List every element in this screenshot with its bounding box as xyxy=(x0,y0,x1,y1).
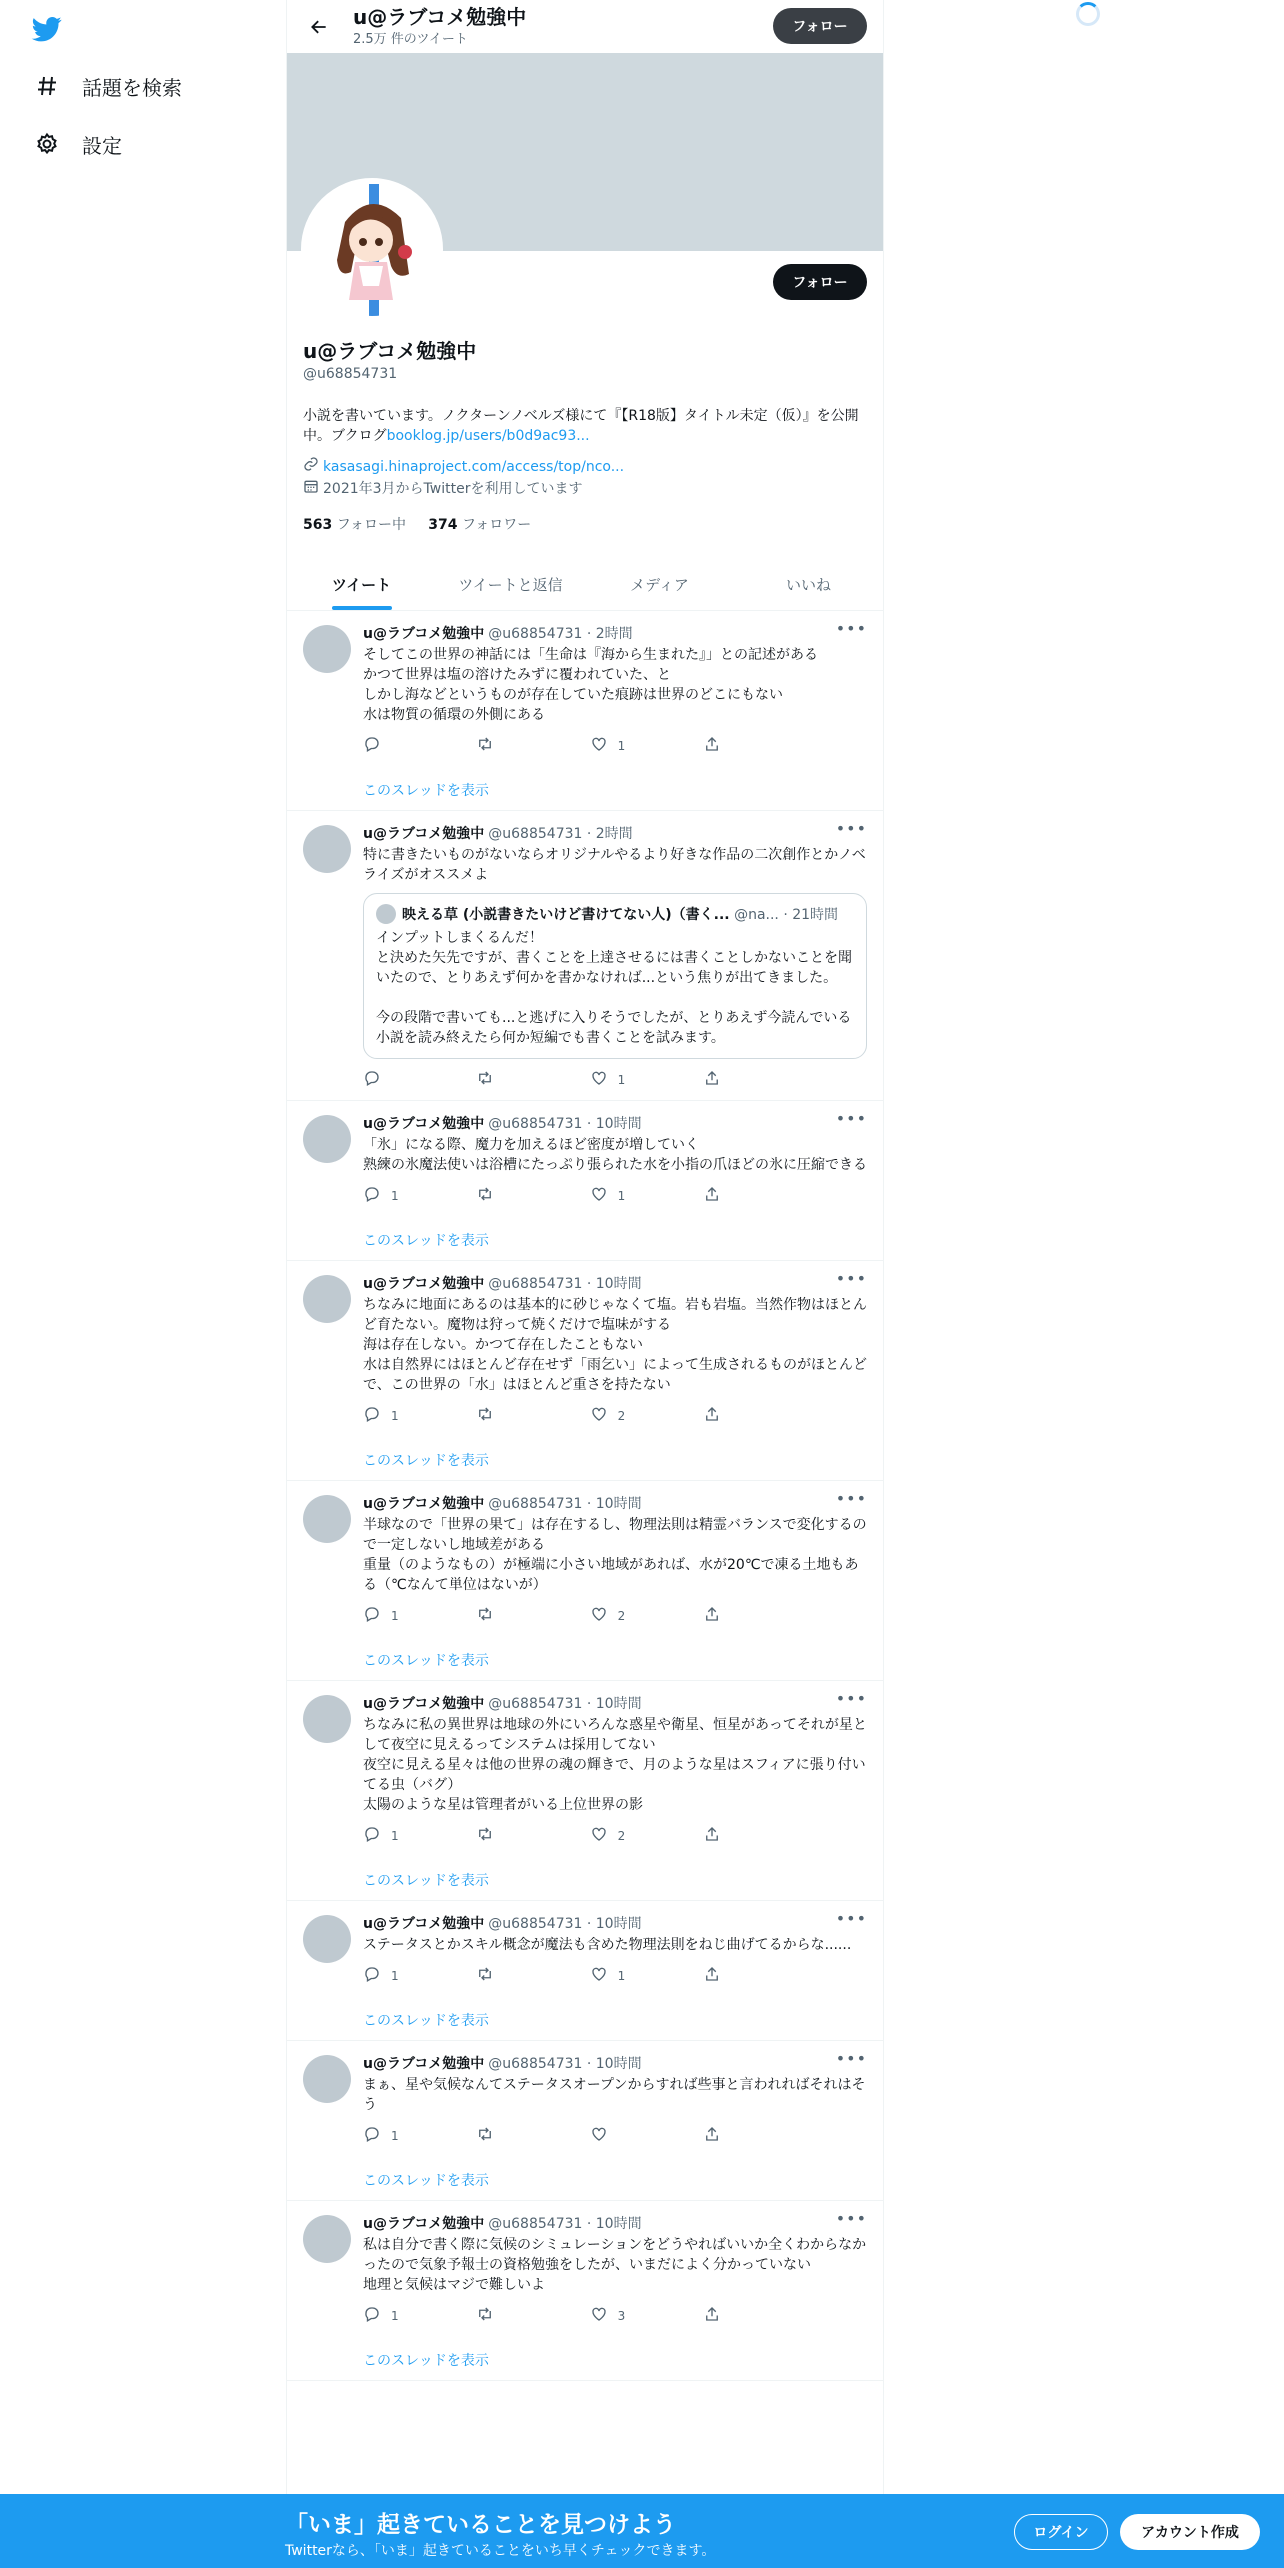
retweet-button[interactable] xyxy=(476,1069,566,1090)
like-count: 2 xyxy=(617,1828,626,1843)
share-icon xyxy=(703,1185,721,1206)
tweet-text: そしてこの世界の神話には「生命は『海から生まれた』」との記述がある かつて世界は塩の溶けたみずに覆われていた、と しかし海などというものが存在していた痕跡は世界のどこにもない 水は物質の循環の外側にある xyxy=(363,647,818,723)
share-button[interactable] xyxy=(703,1069,793,1090)
link-icon xyxy=(303,456,323,478)
retweet-icon xyxy=(476,1405,494,1426)
share-button[interactable] xyxy=(703,735,793,756)
reply-button[interactable] xyxy=(363,1825,453,1846)
tweet-actions xyxy=(363,1605,793,1626)
show-thread-link[interactable]: このスレッドを表示 xyxy=(363,2353,489,2369)
heart-icon xyxy=(590,1405,608,1426)
show-thread-link[interactable]: このスレッドを表示 xyxy=(363,2013,489,2029)
tweet-author-name[interactable]: u@ラブコメ勉強中 xyxy=(363,2056,485,2072)
more-icon[interactable]: ••• xyxy=(835,619,867,638)
more-icon[interactable]: ••• xyxy=(835,819,867,838)
tweet-author-name[interactable]: u@ラブコメ勉強中 xyxy=(363,1696,485,1712)
share-icon xyxy=(703,2305,721,2326)
reply-count: 1 xyxy=(391,1608,399,1623)
tweet-avatar[interactable] xyxy=(303,2215,351,2263)
share-icon xyxy=(703,1405,721,1426)
tweet[interactable] xyxy=(287,1681,883,1901)
like-count: 3 xyxy=(617,2308,626,2323)
reply-button[interactable] xyxy=(363,1069,453,1090)
retweet-button[interactable] xyxy=(476,735,566,756)
share-icon xyxy=(703,1825,721,1846)
retweet-button[interactable] xyxy=(476,1965,566,1986)
tweet-author-name[interactable]: u@ラブコメ勉強中 xyxy=(363,1496,485,1512)
website-link[interactable]: kasasagi.hinaproject.com/access/top/nco... xyxy=(323,459,625,475)
hashtag-icon xyxy=(34,73,60,99)
tweet[interactable] xyxy=(287,811,883,1101)
bio-text: 小説を書いています。ノクターンノベルズ様にて『【R18版】タイトル未定（仮）』を公開中。ブクログ xyxy=(303,408,859,444)
like-count: 1 xyxy=(617,1188,626,1203)
tweet-author-name[interactable]: u@ラブコメ勉強中 xyxy=(363,626,485,642)
tweet-avatar[interactable] xyxy=(303,2055,351,2103)
profile-handle: @u68854731 xyxy=(303,366,398,382)
retweet-button[interactable] xyxy=(476,1405,566,1426)
retweet-icon xyxy=(476,2125,494,2146)
tweet-author-name[interactable]: u@ラブコメ勉強中 xyxy=(363,1116,485,1132)
share-button[interactable] xyxy=(703,1185,793,1206)
tweet-actions xyxy=(363,1825,793,1846)
share-button[interactable] xyxy=(703,2305,793,2326)
tweet-avatar[interactable] xyxy=(303,1115,351,1163)
like-count: 2 xyxy=(617,1408,626,1423)
heart-icon xyxy=(590,1825,608,1846)
tweet-author-name[interactable]: u@ラブコメ勉強中 xyxy=(363,2216,485,2232)
retweet-button[interactable] xyxy=(476,2305,566,2326)
show-thread-link[interactable]: このスレッドを表示 xyxy=(363,783,489,799)
tweet[interactable] xyxy=(287,611,883,811)
like-button[interactable] xyxy=(590,1405,680,1426)
tweet-handle-time[interactable]: @u68854731 · 10時間 xyxy=(488,1916,642,1932)
share-button[interactable] xyxy=(703,1965,793,1986)
tweet[interactable] xyxy=(287,2041,883,2201)
heart-icon xyxy=(590,1605,608,1626)
like-count: 1 xyxy=(617,738,626,753)
reply-count: 1 xyxy=(391,1408,399,1423)
header-follow-button[interactable]: フォロー xyxy=(773,8,867,44)
tweet[interactable] xyxy=(287,1481,883,1681)
followers-link[interactable] xyxy=(428,517,531,533)
tweet-text: まぁ、星や気候なんてステータスオープンからすれば些事と言われればそれはそう xyxy=(363,2077,866,2113)
like-button[interactable] xyxy=(590,1965,680,1986)
show-thread-link[interactable]: このスレッドを表示 xyxy=(363,1653,489,1669)
retweet-icon xyxy=(476,735,494,756)
like-count: 2 xyxy=(617,1608,626,1623)
tweet-text: ちなみに私の異世界は地球の外にいろんな惑星や衛星、恒星があってそれが星として夜空に見えるってシステムは採用してない 夜空に見える星々は他の世界の魂の輝きで、月のような星はスフィアに張り付いてる虫（バグ） 太陽のような星は管理者がいる上位世界の影 xyxy=(363,1717,867,1813)
tweet-author-name[interactable]: u@ラブコメ勉強中 xyxy=(363,1916,485,1932)
tweet-avatar[interactable] xyxy=(303,825,351,873)
signup-button[interactable]: アカウント作成 xyxy=(1120,2514,1260,2550)
retweet-icon xyxy=(476,1185,494,1206)
quoted-tweet[interactable] xyxy=(363,893,867,1059)
share-icon xyxy=(703,1965,721,1986)
tweet-author-name[interactable]: u@ラブコメ勉強中 xyxy=(363,1276,485,1292)
tweet-handle-time[interactable]: @u68854731 · 10時間 xyxy=(488,2056,642,2072)
share-button[interactable] xyxy=(703,1825,793,1846)
profile-bio xyxy=(303,406,867,446)
followers-label: フォロワー xyxy=(461,517,532,533)
reply-button[interactable] xyxy=(363,2125,453,2146)
show-thread-link[interactable]: このスレッドを表示 xyxy=(363,1233,489,1249)
profile-name: u@ラブコメ勉強中 xyxy=(303,339,477,363)
show-thread-link[interactable]: このスレッドを表示 xyxy=(363,1873,489,1889)
tweet-avatar[interactable] xyxy=(303,625,351,673)
header-tweet-count: 2.5万 件のツイート xyxy=(353,32,468,47)
more-icon[interactable]: ••• xyxy=(835,1489,867,1508)
reply-button[interactable] xyxy=(363,1605,453,1626)
tweet-handle-time[interactable]: @u68854731 · 10時間 xyxy=(488,1496,642,1512)
retweet-icon xyxy=(476,1069,494,1090)
tab-likes[interactable]: いいね xyxy=(785,575,831,594)
reply-icon xyxy=(363,2125,381,2146)
profile-column xyxy=(286,0,884,2568)
more-icon[interactable]: ••• xyxy=(835,2049,867,2068)
tweet-text: 私は自分で書く際に気候のシミュレーションをどうやればいいか全くわからなかったので気象予報士の資格勉強をしたが、いまだによく分かっていない 地理と気候はマジで難しいよ xyxy=(363,2237,867,2293)
tweet-text: ステータスとかスキル概念が魔法も含めた物理法則をねじ曲げてるからな...... xyxy=(363,1937,852,1953)
reply-icon xyxy=(363,1825,381,1846)
tweet-actions xyxy=(363,1069,793,1090)
signup-banner-subtitle: Twitterなら、「いま」起きていることをいち早くチェックできます。 xyxy=(285,2543,716,2559)
reply-count: 1 xyxy=(391,1968,399,1983)
tab-media[interactable]: メディア xyxy=(630,575,689,594)
more-icon[interactable]: ••• xyxy=(835,1689,867,1708)
tweet-actions xyxy=(363,2125,793,2146)
reply-icon xyxy=(363,1185,381,1206)
quoted-avatar xyxy=(376,904,396,924)
tweet[interactable] xyxy=(287,1261,883,1481)
tweet-avatar[interactable] xyxy=(303,1495,351,1543)
tab-tweets[interactable]: ツイート xyxy=(287,558,436,610)
profile-stats xyxy=(303,514,867,534)
reply-icon xyxy=(363,1069,381,1090)
profile-avatar[interactable] xyxy=(301,178,443,320)
like-button[interactable] xyxy=(590,2305,680,2326)
retweet-button[interactable] xyxy=(476,1185,566,1206)
reply-icon xyxy=(363,2305,381,2326)
retweet-icon xyxy=(476,1605,494,1626)
nav-settings-label: 設定 xyxy=(82,133,122,158)
tweet-text: 特に書きたいものがないならオリジナルやるより好きな作品の二次創作とかノベライズがオススメよ xyxy=(363,847,866,883)
share-button[interactable] xyxy=(703,2125,793,2146)
tweet-actions xyxy=(363,2305,793,2326)
retweet-icon xyxy=(476,1825,494,1846)
twitter-logo-icon[interactable] xyxy=(30,14,64,44)
show-thread-link[interactable]: このスレッドを表示 xyxy=(363,1453,489,1469)
nav-explore[interactable] xyxy=(34,60,182,112)
tweet-text: 半球なので「世界の果て」は存在するし、物理法則は精霊バランスで変化するので一定しないし地域差がある 重量（のようなもの）が極端に小さい地域があれば、水が20℃で凍る土地もある（℃なんて単位はないが） xyxy=(363,1517,867,1593)
more-icon[interactable]: ••• xyxy=(835,1109,867,1128)
reply-count: 1 xyxy=(391,2128,399,2143)
following-count: 563 xyxy=(303,517,333,533)
login-button[interactable]: ログイン xyxy=(1014,2514,1108,2550)
heart-icon xyxy=(590,1965,608,1986)
more-icon[interactable]: ••• xyxy=(835,1909,867,1928)
tab-tweets-and-replies[interactable]: ツイートと返信 xyxy=(458,575,563,594)
following-label: フォロー中 xyxy=(336,517,406,533)
calendar-icon xyxy=(303,478,323,500)
tweet-handle-time[interactable]: @u68854731 · 10時間 xyxy=(488,1696,642,1712)
reply-count: 1 xyxy=(391,2308,399,2323)
reply-button[interactable] xyxy=(363,1405,453,1426)
followers-count: 374 xyxy=(428,517,458,533)
heart-icon xyxy=(590,2125,608,2146)
tweet-actions xyxy=(363,735,793,756)
more-icon[interactable]: ••• xyxy=(835,1269,867,1288)
like-count: 1 xyxy=(617,1968,626,1983)
bio-link[interactable]: booklog.jp/users/b0d9ac93... xyxy=(386,428,590,444)
quoted-author-name: 映える草 (小説書きたいけど書けてない人)（書く... xyxy=(402,907,730,923)
profile-joined xyxy=(303,478,867,500)
nav-explore-label: 話題を検索 xyxy=(82,75,182,100)
quoted-handle-time: @na... · 21時間 xyxy=(734,907,839,923)
tweet[interactable] xyxy=(287,1101,883,1261)
reply-icon xyxy=(363,1605,381,1626)
share-icon xyxy=(703,1605,721,1626)
tweet[interactable] xyxy=(287,1901,883,2041)
profile-website xyxy=(303,456,867,478)
tweet-text: 「氷」になる際、魔力を加えるほど密度が増していく 熟練の氷魔法使いは浴槽にたっぷり張られた水を小指の爪ほどの氷に圧縮できる xyxy=(363,1137,867,1173)
reply-button[interactable] xyxy=(363,1185,453,1206)
reply-icon xyxy=(363,735,381,756)
tweet-actions xyxy=(363,1185,793,1206)
profile-tabs xyxy=(287,558,883,611)
profile-follow-button[interactable]: フォロー xyxy=(773,264,867,300)
following-link[interactable] xyxy=(303,517,406,533)
back-arrow-icon[interactable] xyxy=(301,9,337,45)
share-icon xyxy=(703,735,721,756)
reply-count: 1 xyxy=(391,1828,399,1843)
reply-icon xyxy=(363,1965,381,1986)
share-button[interactable] xyxy=(703,1405,793,1426)
like-button[interactable] xyxy=(590,1605,680,1626)
tweet-actions xyxy=(363,1405,793,1426)
share-icon xyxy=(703,1069,721,1090)
show-thread-link[interactable]: このスレッドを表示 xyxy=(363,2173,489,2189)
tweet-avatar[interactable] xyxy=(303,1915,351,1963)
gear-icon xyxy=(34,131,60,157)
heart-icon xyxy=(590,1185,608,1206)
header-name: u@ラブコメ勉強中 xyxy=(353,5,527,29)
reply-button[interactable] xyxy=(363,735,453,756)
share-button[interactable] xyxy=(703,1605,793,1626)
left-navigation xyxy=(0,0,286,2568)
retweet-icon xyxy=(476,1965,494,1986)
tweet-actions xyxy=(363,1965,793,1986)
profile-header xyxy=(287,0,883,53)
joined-text: 2021年3月からTwitterを利用しています xyxy=(323,481,583,497)
reply-button[interactable] xyxy=(363,1965,453,1986)
tweet-text: ちなみに地面にあるのは基本的に砂じゃなくて塩。岩も岩塩。当然作物はほとんど育たない。魔物は狩って焼くだけで塩味がする 海は存在しない。かつて存在したこともない 水は自然界にはほとんど存在せず「雨乞い」によって生成されるものがほとんどで、この世界の「水」はほとんど重さを持たない xyxy=(363,1297,867,1393)
heart-icon xyxy=(590,735,608,756)
heart-icon xyxy=(590,2305,608,2326)
like-button[interactable] xyxy=(590,1825,680,1846)
tweet-handle-time[interactable]: @u68854731 · 10時間 xyxy=(488,1276,642,1292)
tweet-handle-time[interactable]: @u68854731 · 2時間 xyxy=(488,626,633,642)
tweet-handle-time[interactable]: @u68854731 · 10時間 xyxy=(488,2216,642,2232)
signup-banner xyxy=(0,2494,1284,2568)
tweet-handle-time[interactable]: @u68854731 · 10時間 xyxy=(488,1116,642,1132)
retweet-button[interactable] xyxy=(476,2125,566,2146)
tweet-timeline xyxy=(287,611,883,2381)
tweet-author-name[interactable]: u@ラブコメ勉強中 xyxy=(363,826,485,842)
tweet-avatar[interactable] xyxy=(303,1695,351,1743)
loading-spinner-icon xyxy=(1076,2,1100,26)
reply-count: 1 xyxy=(391,1188,399,1203)
like-button[interactable] xyxy=(590,2125,680,2146)
retweet-button[interactable] xyxy=(476,1605,566,1626)
nav-settings[interactable] xyxy=(34,118,122,170)
quoted-text: インプットしまくるんだ！ と決めた矢先ですが、書くことを上達させるには書くことしかないことを聞いたので、とりあえず何かを書かなければ...という焦りが出てきました。 今の段階で書いても...と逃げに入りそうでしたが、とりあえず今読んでいる小説を読み終えたら何か短編でも書くことを試みます。 xyxy=(376,930,852,1046)
like-button[interactable] xyxy=(590,735,680,756)
share-icon xyxy=(703,2125,721,2146)
signup-banner-title: 「いま」起きていることを見つけよう xyxy=(285,2512,676,2538)
heart-icon xyxy=(590,1069,608,1090)
reply-button[interactable] xyxy=(363,2305,453,2326)
like-count: 1 xyxy=(617,1072,626,1087)
reply-icon xyxy=(363,1405,381,1426)
tweet[interactable] xyxy=(287,2201,883,2381)
retweet-icon xyxy=(476,2305,494,2326)
like-button[interactable] xyxy=(590,1069,680,1090)
more-icon[interactable]: ••• xyxy=(835,2209,867,2228)
tweet-handle-time[interactable]: @u68854731 · 2時間 xyxy=(488,826,633,842)
tweet-avatar[interactable] xyxy=(303,1275,351,1323)
like-button[interactable] xyxy=(590,1185,680,1206)
retweet-button[interactable] xyxy=(476,1825,566,1846)
